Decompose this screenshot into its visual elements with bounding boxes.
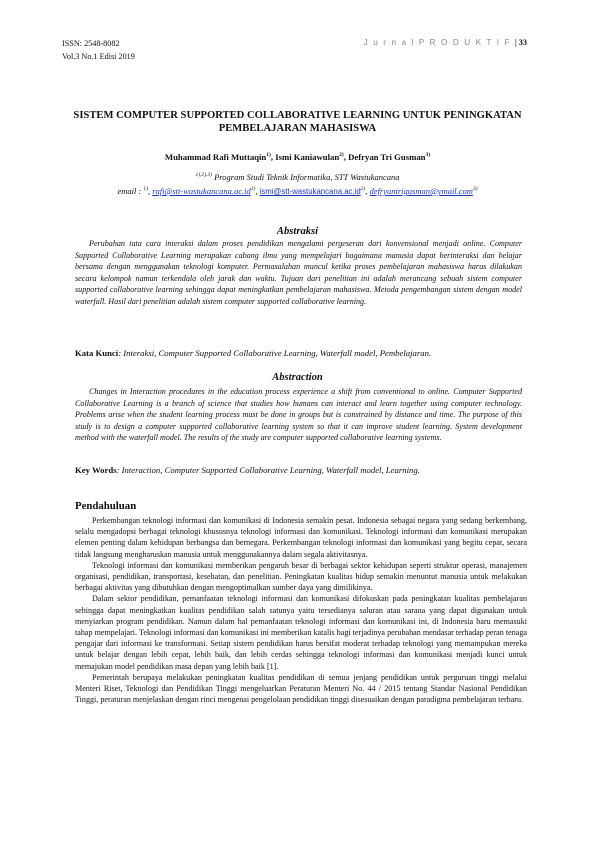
email-prefix-sup: 1) <box>143 186 148 193</box>
affiliation-sup: 1),2),3) <box>195 172 212 179</box>
email-link-3[interactable]: defryantrigusman@ymail.com <box>369 186 473 196</box>
page-number: | 33 <box>514 38 527 47</box>
email-line: email : $^{1)}$, $rafi@stt-wastukancana.ac.id^{1)}$, $ismi@stt-wastukancana.ac.id^{2)}$, defryantrigusman@ymail.com$^{3)}$ <box>117 186 478 196</box>
paragraph: Perkembangan teknologi informasi dan komunikasi di Indonesia semakin pesat. Indonesia sebagai negara yang sedang berkembang, selalu mengadopsi berbagai teknologi khususnya teknologi informasi dan komunikasi. Teknologi informasi dan komunikasi merupakan elemen penting dalam kehidupan berbangsa dan bernegara. Perkembangan teknologi informasi dan komunikasi yang begitu cepat, secara tidak langsung mengharuskan manusia untuk menggunakannya dalam segala aktivitasnya. <box>75 516 527 559</box>
abstraction-heading: Abstraction <box>272 372 323 383</box>
email-link-1[interactable]: rafi@stt-wastukancana.ac.id <box>152 186 251 196</box>
volume: Vol.3 No.1 Edisi 2019 <box>62 51 135 61</box>
authors <box>60 152 535 162</box>
journal-name: J u r n a l P R O D U K T I F <box>363 38 512 47</box>
journal-meta <box>62 38 135 63</box>
abstrak-text: Perubahan tata cara interaksi dalam proses pendidikan mengalami pergeseran dari konvensional menjadi online. Computer Supported Collaborative Learning merupakan cabang ilmu yang mempelajari bagaimana manusia dapat berinteraksi dan belajar bersama dengan menggunakan teknologi komputer. Permasalahan muncul ketika proses pembelajaran mahasiswa harus dilakukan secara kelompok namun terkendala oleh jarak dan waktu. Tujuan dari penelitian ini adalah merancang sebuah sistem computer supported collaborative learning sehingga dapat meningkatkan pembelajaran mahasiswa. Metoda pengembangan sistem dengan model waterfall. Hasil dari penelitian adalah sistem computer supported collaborative learning. <box>75 239 522 306</box>
author-2-sup: 2) <box>339 152 344 159</box>
author-1-sup: 1) <box>266 152 271 159</box>
section-heading: Pendahuluan <box>75 500 137 512</box>
kata-kunci-label: Kata Kunci <box>75 348 119 358</box>
abstraction-text: Changes in Interaction procedures in the education process experience a shift from conventional to online. Computer Supported Collaborative Learning is a branch of science that studies how humans can interact and learn together using computer technology. Problems arise when the student learning process must be done in groups but is constrained by distance and time. The purpose of this study is to design a computer supported collaborative learning system so that it can improve student learning. System development method with the waterfall model. The results of the study are computer supported collaborative learning systems. <box>75 387 522 442</box>
email-link-2[interactable]: ismi@stt-wastukancana.ac.id <box>259 187 361 196</box>
email-2-sup: 2) <box>360 186 366 193</box>
paper-title: SISTEM COMPUTER SUPPORTED COLLABORATIVE LEARNING UNTUK PENINGKATAN PEMBELAJARAN MAHASISWA <box>73 110 522 134</box>
abstrak-heading: Abstraksi <box>276 226 319 237</box>
author-1: Muhammad Rafi Muttaqin <box>164 152 267 162</box>
key-words-label: Key Words <box>75 465 117 475</box>
author-2: , Ismi Kaniawulan <box>270 152 340 162</box>
email-3-sup: 3) <box>472 186 478 193</box>
author-3-sup: 3) <box>425 152 431 159</box>
author-3: , Defryan Tri Gusman <box>343 152 426 162</box>
paragraph: Pemerintah berupaya melakukan peningkatan kualitas pendidikan di semua jenjang pendidikan untuk perguruan tinggi melalui Menteri Riset, Teknologi dan Pendidikan Tinggi mengeluarkan Peraturan Menteri No. 44 / 2015 tentang Standar Nasional Pendidikan Tinggi, peraturan menjelaskan dengan rinci mengenai pengelolaan pendidikan tinggi disesuaikan dengan paradigma pembelajaran terbaru. <box>75 672 527 705</box>
email-prefix: email : <box>117 186 144 196</box>
affiliation-text: Program Studi Teknik Informatika, STT Wastukancana <box>211 172 400 182</box>
email-1-sup: 1) <box>250 186 256 193</box>
key-words-text: : Interaction, Computer Supported Collaborative Learning, Waterfall model, Learning. <box>116 465 420 475</box>
paragraph: Teknologi informasi dan komunikasi memberikan pengaruh besar di berbagai sektor kehidupan seperti struktur operasi, manajemen organisasi, pendidikan, transportasi, kesehatan, dan penelitian. Peningkatan kualitas hidup semakin menuntut manusia untuk melakukan berbagai aktivitas yang dibutuhkan dengan mengoptimalkan sumber daya yang dimilikinya. <box>75 560 527 593</box>
kata-kunci <box>75 348 535 358</box>
kata-kunci-text: : Interaksi, Computer Supported Collaborative Learning, Waterfall model, Pembelajaran. <box>118 348 432 358</box>
section-body <box>75 515 527 705</box>
affiliation <box>60 172 535 182</box>
paragraph: Dalam sektor pendidikan, pemanfaatan teknologi informasi dan komunikasi difokuskan pada peningkatan kualitas pembelajaran sehingga dapat meningkatkan kualitas pendidikan salah satunya yaitu tersedianya saluran atau sarana yang dapat digunakan untuk menyiarkan program pendidikan. Namun dalam hal pemanfaatan teknologi informasi dan komunikasi ini, di Indonesia baru memasuki tahap mempelajari. Teknologi informasi dan komunikasi ini memberikan katalis bagi terjadinya perubahan mendasar terhadap peran tenaga pengajar dari informasi ke transformasi. Setiap sistem pendidikan harus bersifat moderat terhadap teknologi yang memampukan mereka untuk belajar dengan lebih cepat, lebih baik, dan lebih cerdas sehingga teknologi informasi dan komunikasi menjadi kunci untuk memajukan model pendidikan masa depan yang lebih baik [1]. <box>75 594 527 671</box>
key-words <box>75 465 535 475</box>
issn: ISSN: 2548-8082 <box>62 39 120 48</box>
journal-header <box>364 38 527 47</box>
